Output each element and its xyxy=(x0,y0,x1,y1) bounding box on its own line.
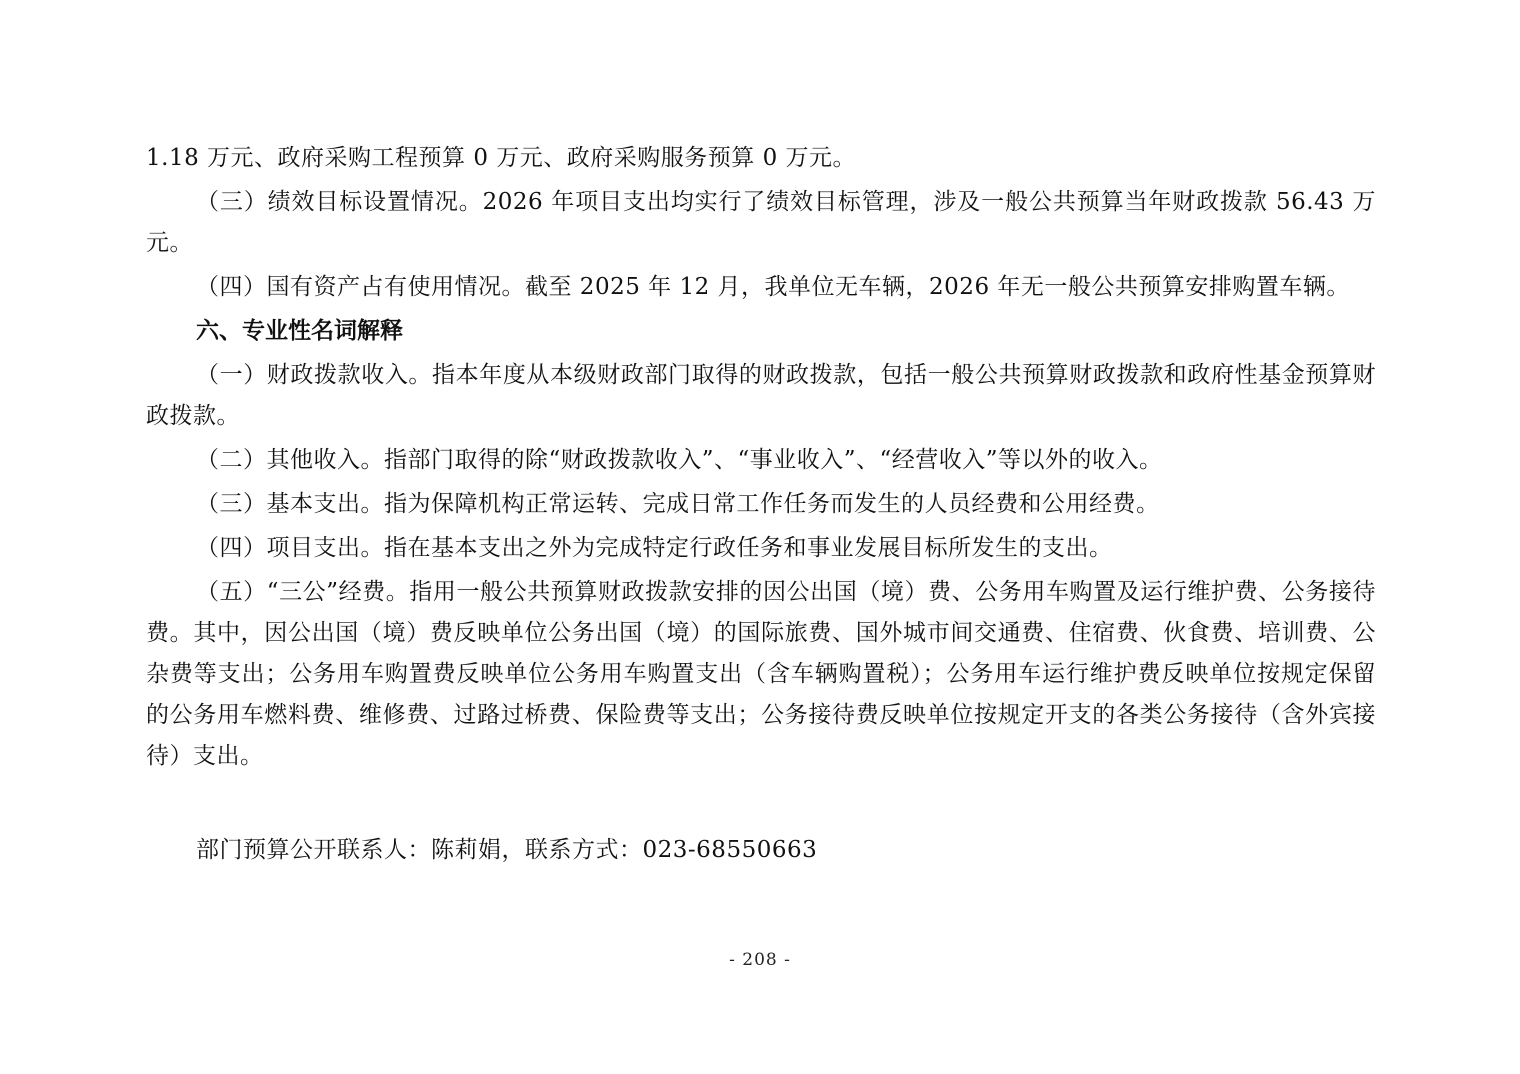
page-number: - 208 - xyxy=(729,950,791,970)
paragraph-state-assets: （四）国有资产占有使用情况。截至 2025 年 12 月，我单位无车辆，2026 年无一般公共预算安排购置车辆。 xyxy=(196,274,1350,300)
definition-other-income: （二）其他收入。指部门取得的除“财政拨款收入”、“事业收入”、“经营收入”等以外的收入。 xyxy=(196,447,1163,473)
definition-fiscal-appropriation-income: （一）财政拨款收入。指本年度从本级财政部门取得的财政拨款，包括一般公共预算财政拨款和政府性基金预算财政拨款。 xyxy=(146,362,1376,429)
definition-basic-expenditure: （三）基本支出。指为保障机构正常运转、完成日常工作任务而发生的人员经费和公用经费。 xyxy=(196,491,1160,517)
paragraph-performance-targets: （三）绩效目标设置情况。2026 年项目支出均实行了绩效目标管理，涉及一般公共预算当年财政拨款 56.43 万元。 xyxy=(146,189,1376,256)
document-body xyxy=(146,138,1376,780)
section-heading-terminology: 六、专业性名词解释 xyxy=(196,318,403,344)
definition-three-public-expenses: （五）“三公”经费。指用一般公共预算财政拨款安排的因公出国（境）费、公务用车购置及运行维护费、公务接待费。其中，因公出国（境）费反映单位公务出国（境）的国际旅费、国外城市间交通费、住宿费、伙食费、培训费、公杂费等支出；公务用车购置费反映单位公务用车购置支出（含车辆购置税）；公务用车运行维护费反映单位按规定保留的公务用车燃料费、维修费、过路过桥费、保险费等支出；公务接待费反映单位按规定开支的各类公务接待（含外宾接待）支出。 xyxy=(146,579,1376,769)
paragraph-procurement-continued: 1.18 万元、政府采购工程预算 0 万元、政府采购服务预算 0 万元。 xyxy=(146,145,857,171)
definition-project-expenditure: （四）项目支出。指在基本支出之外为完成特定行政任务和事业发展目标所发生的支出。 xyxy=(196,535,1113,561)
budget-contact-line: 部门预算公开联系人：陈莉娟，联系方式：023-68550663 xyxy=(196,837,818,863)
